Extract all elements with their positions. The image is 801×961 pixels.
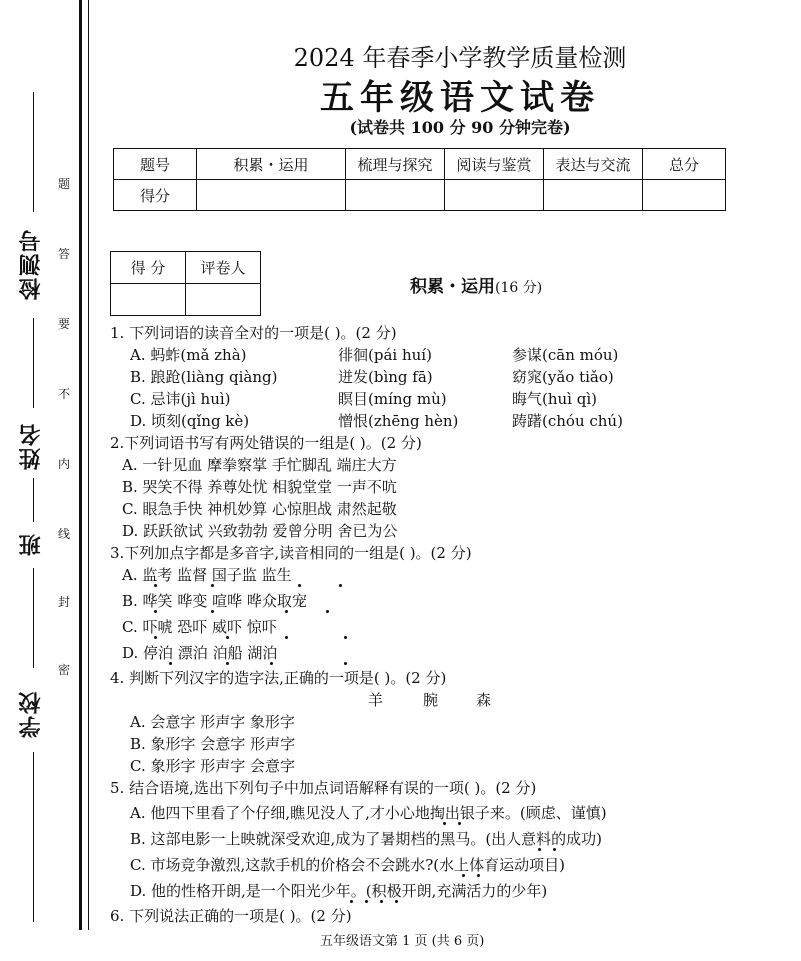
q5-option: D. 他的性格开朗,是一个阳光少年。(积极开朗,充满活力的少年) <box>130 882 548 900</box>
school-label: 学校 <box>19 690 44 738</box>
score-cell[interactable] <box>643 180 726 211</box>
q1-option: 迸发(bìng fā) <box>338 368 433 386</box>
emphasis-dot <box>344 636 347 639</box>
emphasis-dot <box>350 900 353 903</box>
emphasis-dot <box>211 610 214 613</box>
grader-score-cell[interactable] <box>111 284 186 316</box>
exam-no-label: 检测号 <box>19 228 44 300</box>
emphasis-dot <box>344 662 347 665</box>
q1-option: 晦气(huì qì) <box>512 390 597 408</box>
q1-option: B. 踉跄(liàng qiàng) <box>130 368 278 386</box>
q5-option: C. 市场竞争激烈,这款手机的价格会不会跳水?(水上体育运动项目) <box>130 856 565 874</box>
exam-title-main: 五年级语文试卷 <box>320 78 600 118</box>
emphasis-dot <box>326 610 329 613</box>
q4-option: B. 象形字 会意字 形声字 <box>130 735 296 753</box>
q4-char: 羊 <box>368 691 384 709</box>
score-header-cell: 阅读与鉴赏 <box>445 149 544 180</box>
question-6-stem: 6. 下列说法正确的一项是( )。(2 分) <box>110 907 352 925</box>
seal-char: 密 <box>58 663 71 677</box>
seal-char: 内 <box>58 457 71 471</box>
q3-option: C. 吓唬 恐吓 威吓 惊吓 <box>122 618 277 636</box>
grader-name-header: 评卷人 <box>186 252 261 284</box>
seal-char: 题 <box>58 177 71 191</box>
section-points: (16 分) <box>495 280 543 296</box>
emphasis-dot <box>211 584 214 587</box>
q1-option: 踌躇(chóu chú) <box>512 412 623 430</box>
emphasis-dot <box>154 636 157 639</box>
score-cell[interactable] <box>197 180 346 211</box>
emphasis-dot <box>462 874 465 877</box>
q5-option: B. 这部电影一上映就深受欢迎,成为了暑期档的黑马。(出人意料的成功) <box>130 830 603 848</box>
name-label: 姓名 <box>19 422 44 470</box>
emphasis-dot <box>285 636 288 639</box>
emphasis-dot <box>298 584 301 587</box>
question-4-stem: 4. 判断下列汉字的造字法,正确的一项是( )。(2 分) <box>110 669 447 687</box>
score-header-cell: 积累・运用 <box>197 149 346 180</box>
class-line-bottom <box>33 568 34 668</box>
question-5-stem: 5. 结合语境,选出下列句子中加点词语解释有误的一项( )。(2 分) <box>110 779 537 797</box>
emphasis-dot <box>270 662 273 665</box>
question-1-stem: 1. 下列词语的读音全对的一项是( )。(2 分) <box>110 324 397 342</box>
seal-char: 不 <box>58 387 71 401</box>
question-2-stem: 2.下列词语书写有两处错误的一组是( )。(2 分) <box>110 434 422 452</box>
emphasis-dot <box>553 848 556 851</box>
class-line-top <box>33 478 34 522</box>
score-row-label: 得分 <box>114 180 197 211</box>
emphasis-dot <box>365 900 368 903</box>
emphasis-dot <box>285 610 288 613</box>
question-3-stem: 3.下列加点字都是多音字,读音相同的一组是( )。(2 分) <box>110 544 472 562</box>
q3-option: A. 监考 监督 国子监 监生 <box>122 566 292 584</box>
score-cell[interactable] <box>445 180 544 211</box>
q1-option: 参谋(cān móu) <box>512 346 619 364</box>
grader-name-cell[interactable] <box>186 284 261 316</box>
score-table <box>113 148 726 211</box>
score-header-cell: 表达与交流 <box>544 149 643 180</box>
emphasis-dot <box>458 822 461 825</box>
emphasis-dot <box>226 662 229 665</box>
exam-title-line1: 2024 年春季小学教学质量检测 <box>293 44 627 72</box>
emphasis-dot <box>339 584 342 587</box>
q1-option: 窈窕(yǎo tiǎo) <box>512 368 614 386</box>
grader-table <box>110 251 261 316</box>
q1-option: C. 忌讳(jì huì) <box>130 390 231 408</box>
score-header-cell: 题号 <box>114 149 197 180</box>
q2-option: B. 哭笑不得 养尊处忧 相貌堂堂 一声不吭 <box>122 478 397 496</box>
exam-title-info: (试卷共 100 分 90 分钟完卷) <box>349 118 571 137</box>
emphasis-dot <box>154 610 157 613</box>
q3-option: B. 哗笑 哗变 喧哗 哗众取宠 <box>122 592 307 610</box>
name-line <box>33 318 34 408</box>
q2-option: D. 跃跃欲试 兴致勃勃 爱曾分明 舍已为公 <box>122 522 398 540</box>
q4-char: 腕 <box>423 691 439 709</box>
q1-option: 瞑目(míng mù) <box>338 390 447 408</box>
q3-option: D. 停泊 漂泊 泊船 湖泊 <box>122 644 278 662</box>
score-header-cell: 梳理与探究 <box>346 149 445 180</box>
q4-option: C. 象形字 形声字 会意字 <box>130 757 296 775</box>
q5-option: A. 他四下里看了个仔细,瞧见没人了,才小心地掏出银子来。(顾虑、谨慎) <box>130 804 607 822</box>
score-cell[interactable] <box>544 180 643 211</box>
seal-char: 答 <box>58 247 71 261</box>
seal-char: 要 <box>58 317 71 331</box>
exam-no-line <box>33 92 34 212</box>
emphasis-dot <box>443 822 446 825</box>
q1-option: 徘徊(pái huí) <box>338 346 432 364</box>
seal-char: 线 <box>58 527 71 541</box>
q1-option: 憎恨(zhēng hèn) <box>338 412 459 430</box>
score-cell[interactable] <box>346 180 445 211</box>
q2-option: C. 眼急手快 神机妙算 心惊胆战 肃然起敬 <box>122 500 397 518</box>
school-line <box>33 752 34 922</box>
q4-option: A. 会意字 形声字 象形字 <box>130 713 295 731</box>
grader-score-header: 得 分 <box>111 252 186 284</box>
emphasis-dot <box>380 900 383 903</box>
binding-line-thick <box>79 0 82 930</box>
seal-char: 封 <box>58 595 71 609</box>
section-title <box>410 272 542 297</box>
class-label: 班 <box>19 532 44 556</box>
emphasis-dot <box>154 584 157 587</box>
emphasis-dot <box>395 900 398 903</box>
section-name: 积累・运用 <box>410 277 495 297</box>
q4-char: 森 <box>476 691 492 709</box>
emphasis-dot <box>169 662 172 665</box>
emphasis-dot <box>477 874 480 877</box>
page-footer: 五年级语文第 1 页 (共 6 页) <box>320 934 485 949</box>
binding-line-thin <box>88 0 89 930</box>
score-header-cell: 总分 <box>643 149 726 180</box>
q1-option: D. 顷刻(qǐng kè) <box>130 412 250 430</box>
emphasis-dot <box>538 848 541 851</box>
q1-option: A. 蚂蚱(mǎ zhà) <box>130 346 247 364</box>
emphasis-dot <box>226 636 229 639</box>
q2-option: A. 一针见血 摩拳察掌 手忙脚乱 端庄大方 <box>122 456 397 474</box>
